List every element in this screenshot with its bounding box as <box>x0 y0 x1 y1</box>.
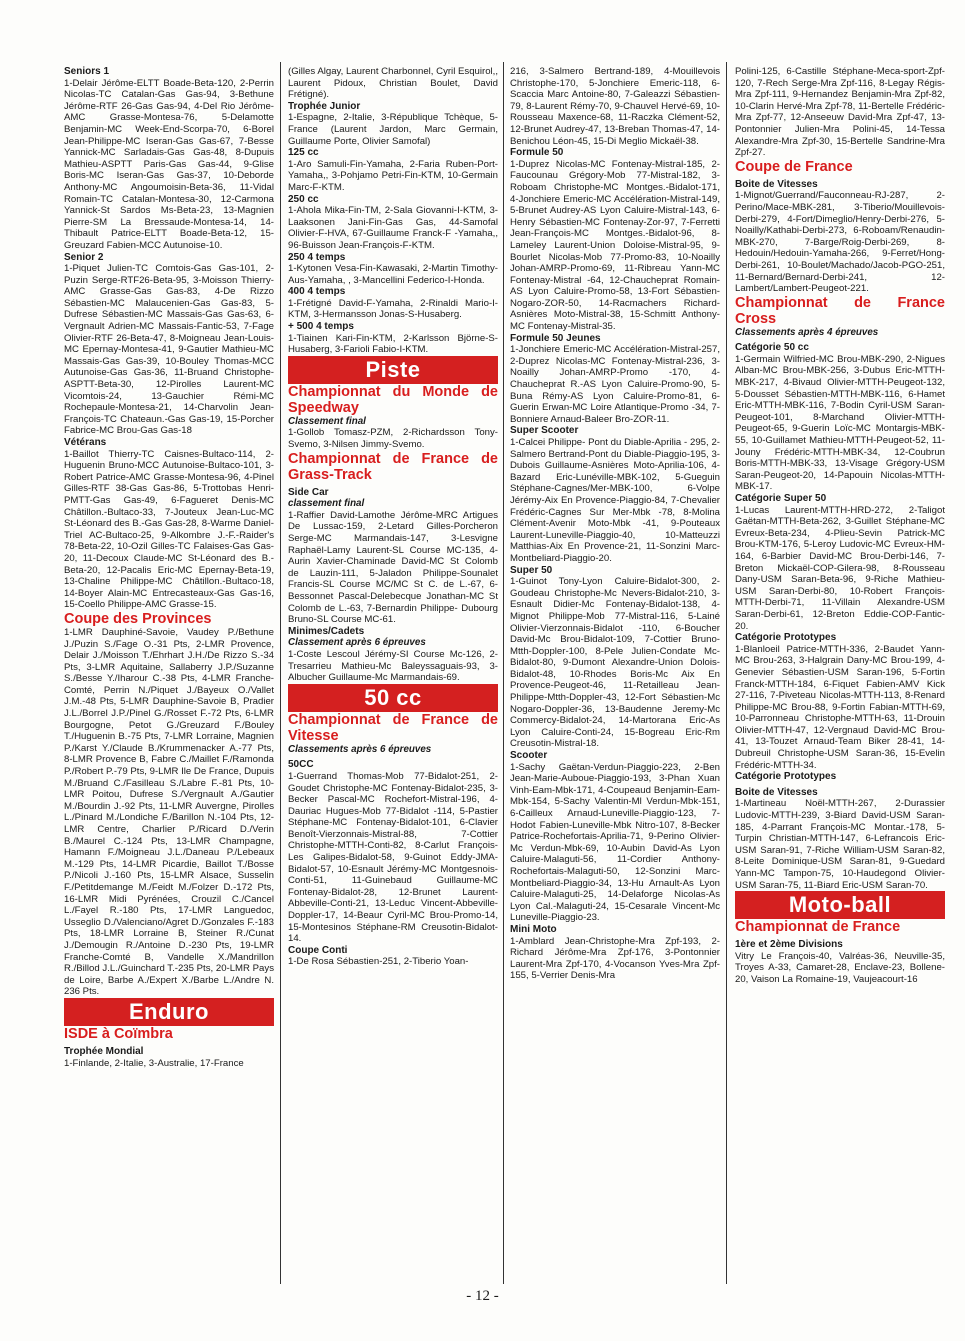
section-heading: Vétérans <box>64 437 107 448</box>
section-heading: Minimes/Cadets <box>288 625 365 637</box>
column-divider <box>726 62 727 1284</box>
column-3 <box>510 62 720 1280</box>
section-heading: Side Car <box>288 486 329 498</box>
results-text: 1-Espagne, 2-Italie, 3-République Tchèque, 5-France (Laurent Jardon, Marc Germain, Guillaume Porte, Olivier Samofal) <box>288 112 498 147</box>
results-text: 1-Piquet Julien-TC Comtois-Gas Gas-101, 2-Puzin Serge-RTF26-Beta-95, 3-Moisson Thierry-AMC Grasse-Gas Gas-83, 4-De Rizzo Sébastien-MC Malaucenien-Gas Gas-83, 5-Dufrese Sébastien-MC Massais-Gas Gas-63, 6-Vergnault Adrien-MC Massais-Fantic-53, 7-Fage Olivier-RTF 26-Beta-47, 8-Moigneau Jean-Louis-MC Epernay-Montesa-41, 9-Gautier Mathieu-MC Massais-Gas Gas-39, 10-Bouley Thomas-MCC Autunoise-Gas Gas-36, 11-Bruand Christophe-ASPTT-Beta-30, 12-Pirolles Laurent-MC Vicomtois-24, 13-Gauchier Rémi-MC Rochepaule-Montesa-21, 14-Charvolin Jean-François-TC Chateaun.-Gas Gas-19, 15-Porcher Fabrice-MC Brou-Gas Gas-18 <box>64 263 274 437</box>
section-heading: 250 4 temps <box>288 251 346 263</box>
column-4 <box>735 62 945 1280</box>
section-heading: + 500 4 temps <box>288 321 354 333</box>
section-heading: Mini Moto <box>510 923 557 935</box>
section-heading: Catégorie Prototypes <box>735 632 837 644</box>
category-banner-enduro: Enduro <box>64 998 274 1026</box>
results-text: 1-Tiainen Kari-Fin-KTM, 2-Karlsson Björne-S-Husaberg, 3-Farioli Fabio-I-KTM. <box>288 332 498 356</box>
section-heading: Catégorie Super 50 <box>735 493 827 504</box>
results-text: 1-LMR Dauphiné-Savoie, Vaudey P./Bethune J./Puzin S./Fage O.-31 Pts, 2-LMR Provence, Delair J./Moisson T./Ehrhart J.H./De Rizzo S.-34 Pts, 3-LMR Aquitaine, Sallaberry J.P./Suzanne S./Besse Y./Iharour C.-38 Pts, 4-LMR Franche-Comté, Perrin N./Piquet J./Bayeux O./Vallet J.M.-48 Pts, 5-LMR Dauphine-Savoie B, Pradier J.L./Borrel J.P./Pinel G./Rosset F.-72 Pts, 6-LMR Bourgogne, Petot G./Greuzard F./Bouley T./Huguenin B.-75 Pts, 7-LMR Lorraine, Magnien P./Karst Y./Claude B./Krummenacker A.-77 Pts, 8-LMR Provence B, Fabre C./Maillet F./Ramonda P./Robert P.-79 Pts, 9-LMR Ile De France, Dupuis M./Bruand C./Fasilleau S./Labre F.-81 Pts, 10-LMR Poitou, Dufrese S./Vergnault A./Gautier M./Bourdin J.-92 Pts, 11-LMR Auvergne, Pirolles L./Pinard M./Londiche F./Barillon N.-104 Pts, 12-LMR Centre, Charlier P./Ricard D./Verin B./Maurel C.-124 Pts, 13-LMR Champagne, Hamann F./Moigneau J.L./Daneau P./Lebeaux M.-129 Pts, 14-LMR Picardie, Baillot T./Bosse P./Nicoli J.-160 Pts, 15-LMR Alsace, Susselin F./Petitdemange M./Feidt M./Folzer D.-172 Pts, 16-LMR Midi Pyrénées, Crouzil C./Cancel L./Fayel R.-180 Pts, 17-LMR Languedoc, Usseglio D./Valenciano/Agret D./Gonzales F.-183 Pts, 18-LMR Lorraine B, Steiner R./Cunat J./Demougin R./Antoine D.-230 Pts, 19-LMR Franche-Comté B, Vandelle X./Mandrillon R./Billod J.L./Guinchard T.-235 Pts, 20-LMR Pays de Loire, Barbe A./Expert X./Barbe L./Andre N. 236 Pts. <box>64 626 274 998</box>
section-heading: Boite de Vitesses <box>735 178 818 190</box>
results-text: 1-De Rosa Sébastien-251, 2-Tiberio Yoan- <box>288 956 469 968</box>
column-divider <box>280 62 281 1284</box>
section-heading: Trophée Mondial <box>64 1045 144 1057</box>
results-text: (Gilles Algay, Laurent Charbonnel, Cyril Esquirol,, Laurent Pidoux, Christian Boulet, David Frétigné). <box>288 66 498 101</box>
section-heading: 1ère et 2ème Divisions <box>735 939 843 951</box>
results-text: 1-Martineau Noël-MTTH-267, 2-Durassier Ludovic-MTTH-239, 3-Biard David-USM Saran-185, 4-Parrant François-MC Montar.-178, 5-Turpin Christian-MTTH-147, 6-Lefrancois Eric-USM Saran-91, 7-Riche William-USM Saran-82, 8-Leite Dominique-USM Saran-81, 9-Guedard Yann-MC Tampon-75, 10-Haudegond Olivier-USM Saran-75, 11-Biard Eric-USM Saran-70. <box>735 798 945 891</box>
results-text: 216, 3-Salmero Bertrand-189, 4-Mouillevois Christophe-170, 5-Jonchiere Emeric-118, 6-Scaccia Marc Antoine-80, 7-Galeazzi Sébastien-79, 8-Laurent Rémy-70, 9-Chauvel Hervé-69, 10-Rousseau Maxence-68, 11-Raczka Clément-52, 12-Brunet Audrey-47, 13-Breban Thomas-47, 14-Benichou Léon-45, 15-Di Meglio Mickaël-38. <box>510 66 720 147</box>
results-text: 1-Ahola Mika-Fin-TM, 2-Sala Giovanni-I-KTM, 3-Laaksonen Jani-Fin-Gas Gas, 44-Samofal Olivier-F-HVA, 67-Guillaume Franck-F -Yamaha,, 96-Buisson Jean-François-F-KTM. <box>288 205 498 251</box>
column-2 <box>288 62 498 1280</box>
page-number: - 12 - <box>466 1288 499 1304</box>
subheading: Classement après 6 épreuves <box>288 637 426 649</box>
results-text: 1-Calcei Philippe- Pont du Diable-Aprilia - 295, 2-Salmero Bertrand-Pont du Diable-Piaggio-195, 3-Dubois Guillaume-Asnières Moto-Aprilia-106, 4-Bazard Eric-Lunéville-MBK-102, 5-Gueguin Stéphane-Cagnes/Mer-MBK-100, 6-Volpe Jérémy-Aix En Provence-Piaggio-84, 7-Chevalier Frédéric-Cagnes Sur Mer-Mbk -78, 8-Molina Clément-Avenir Moto-Mbk -41, 9-Pouteaux Laurent-Luneville-Piaggio-40, 10-Matteuzzi Matthias-Aix En Provence-21, 11-Sonzini Marc-Montbeliard-Piaggio-20. <box>510 437 720 564</box>
results-text: 1-Germain Wilfried-MC Brou-MBK-290, 2-Nigues Alban-MC Brou-MBK-256, 3-Dubus Eric-MTTH-MBK-217, 4-Bivaud Olivier-MTTH-Peugeot-132, 5-Dousset Sébastien-MTTH-MBK-116, 6-Hamet Eric-MTTH-MBK-116, 7-Bodin Cyril-USM Saran-Peugeot-101, 8-Marchand Olivier-MTTH-Peugeot-65, 9-Guerin Loïc-MC Montargis-MBK-55, 10-Guillamet Mathieu-MTTH-Peugeot-52, 11-Jouny Frédéric-MTTH-MBK-34, 12-Coubrun Boris-MTTH-MBK-33, 13-Visage Grégory-USM Saran-Peugeot-20, 14-Papouin Nicolas-MTTH-MBK-17. <box>735 353 945 493</box>
results-text: 1-Frétigné David-F-Yamaha, 2-Rinaldi Mario-I-KTM, 3-Hermansson Jonas-S-Husaberg. <box>288 297 498 321</box>
subheading: Classements après 4 épreuves <box>735 326 879 338</box>
section-heading: Formule 50 <box>510 147 564 159</box>
results-text: 1-Gollob Tomasz-PZM, 2-Richardsson Tony-Svemo, 3-Nilsen Jimmy-Svemo. <box>288 427 498 451</box>
article-title: Championnat de France Cross <box>735 294 945 327</box>
results-text: 1-Duprez Nicolas-MC Fontenay-Mistral-185, 2-Faucounau Grégory-Mob 77-Mistral-182, 3-Roboam Christophe-MC Montges.-Bidalot-171, 4-Jonchiere Emeric-MC Accélération-Mistral-149, 5-Brunet Audrey-AS Lyon Caluire-Mistral-143, 6-Henry Sébastien-MC Fontenay-Zor-97, 7-Ferretti Jean-François-MC Montges.-Bidalot-96, 8-Lameley Laurent-Union Doloise-Mistral-95, 9-Bourlet Nicolas-Mob 77-Promo-83, 10-Noailly Johan-AMRP-Promo-69, 11-Ribreau Yann-MC Fontenay-Mistral -64, 12-Chaucheprat Romain-AS Lyon Caluire-Promo-58, 13-Fort Sébastien-Nogaro-ZOR-50, 14-Racmachers Richard-Asnières Moto-Mistral-38, 15-Schmitt Anthony-MC Fontenay-Mistral-35. <box>510 158 720 333</box>
results-text: 1-Kytonen Vesa-Fin-Kawasaki, 2-Martin Timothy-Aus-Yamaha, , 3-Mancellini Federico-I-Honda. <box>288 263 498 286</box>
section-heading: 400 4 temps <box>288 286 346 298</box>
results-text: 1-Jonchiere Emeric-MC Accélération-Mistral-257, 2-Duprez Nicolas-MC Fontenay-Mistral-236, 3-Noailly Johan-AMRP-Promo -170, 4-Chaucheprat R.-AS Lyon Caluire-Promo-90, 5-Buna Rémy-AS Lyon Caluire-Promo-81, 6-Guerin Erwan-MC Loire Atlantique-Promo -34, 7-Bonniere Arnaud-Baleer Bro-ZOR-11. <box>510 344 720 425</box>
results-text: 1-Lucas Laurent-MTTH-HRD-272, 2-Taligot Gaëtan-MTTH-Beta-262, 3-Guillet Stéphane-MC Evreux-Beta-234, 4-Plieu-Sevin Patrick-MC Brou-KTM-176, 5-Leroy Ludovic-MC Evreux-HM-164, 6-Barbier David-MC Brou-Derbi-146, 7-Breton Mickaël-COP-Gilera-98, 8-Rousseau Dany-USM Saran-Beta-96, 9-Riche Mathieu-USM Saran-Derbi-80, 10-Robert François-MTTH-Derbi-71, 11-Villain Alexandre-USM Saran-Derbi-61, 12-Breton Eddie-COP-Fantic-20. <box>735 504 945 632</box>
subheading: Classements après 6 épreuves <box>288 743 432 755</box>
section-heading: Boite de Vitesses <box>735 786 818 798</box>
results-text: 1-Aro Samuli-Fin-Yamaha, 2-Faria Ruben-Port-Yamaha,, 3-Pohjamo Petri-Fin-KTM, 10-Germain Marc-F-KTM. <box>288 158 498 193</box>
subheading: Classement final <box>288 415 366 427</box>
subheading: classement final <box>288 498 365 510</box>
article-title: Championnat du Monde de Speedway <box>288 383 498 416</box>
article-title: Championnat de France <box>735 919 901 936</box>
results-text: 1-Guerrand Thomas-Mob 77-Bidalot-251, 2-Goudet Christophe-MC Fontenay-Bidalot-235, 3-Becker Pascal-MC Rochefort-Mistral-196, 4-Dauriac Hugues-Mob 77-Bidalot -114, 5-Pastier Stéphane-MC Fontenay-Bidalot-101, 6-Clavier Benoît-Vierzonnais-Mistral-88, 7-Cottier Christophe-MTTH-Conti-82, 8-Carlut François-Les Galipes-Bidalot-58, 9-Guinot Eddy-JMA-Bidalot-57, 10-Esnault Jérémy-MC Montgesnois-Conti-51, 11-Guinebaud Guillaume-MC Fontenay-Bidalot-28, 12-Brunet Laurent-Abbeville-Conti-21, 13-Leduc Vincent-Abbeville-Doppler-17, 14-Beaur Cyril-MC Brou-Promo-14, 15-Montesinos Stéphane-RM Creusotin-Bidalot-14. <box>288 770 498 945</box>
results-text: 1-Mignot/Guerrand/Fauconneau-RJ-287, 2-Perino/Mace-MBK-281, 3-Tiberio/Mouillevois-Derbi-279, 4-Fort/Dimeglio/Henry-Derbi-276, 5-Noailly/Kathabi-Derbi-273, 6-Roboam/Renaudin-MBK-270, 7-Barge/Roig-Derbi-269, 8-Hedouin/Hedouin-Yamaha-266, 9-Ferret/Hong-Derbi-261, 10-Boulet/Machado/Jacob-PGO-251, 11-Bernard/Bernard-Derbi-241, 12-Lambert/Lambert-Peugeot-221. <box>735 190 945 295</box>
column-divider <box>503 62 504 1284</box>
section-heading: Coupe Conti <box>288 944 348 956</box>
article-title: Championnat de France de Vitesse <box>288 711 498 744</box>
results-text: 1-Blanloeil Patrice-MTTH-336, 2-Baudet Yann-MC Brou-263, 3-Halgrain Dany-MC Brou-199, 4-Genevier Sébastien-USM Saran-196, 5-Fortin Franck-MTTH-184, 6-Fiquet Fabien-AMV Kick 27-116, 7-Piveteau Nicolas-MTTH-113, 8-Renard Philippe-MC Brou-88, 9-Fortin Fabian-MTTH-69, 10-Parronneau Christophe-MTTH-63, 11-Drouin Olivier-MTTH-47, 12-Vergnaud David-MC Brou-41, 13-Touzet Arnaud-Team Biker 28-41, 14-Dubreuil Christophe-USM Saran-36, 15-Evelin Frédéric-MTTH-34. <box>735 643 945 771</box>
section-heading: 250 cc <box>288 193 319 205</box>
article-title: ISDE à Coïmbra <box>64 1025 173 1042</box>
article-title: Coupe de France <box>735 158 853 175</box>
results-text: 1-Amblard Jean-Christophe-Mra Zpf-193, 2-Richard Jérôme-Mra Zpf-176, 3-Pontonnier Laurent-Mra Zpf-170, 4-Vocanson Yves-Mra Zpf-155, 5-Verrier Denis-Mra <box>510 935 720 982</box>
results-text: 1-Delair Jérôme-ELTT Boade-Beta-120, 2-Perrin Nicolas-TC Catalan-Gas Gas-94, 3-Bethune Jérôme-RTF 26-Gas Gas-94, 4-Del Rio Jérôme-AMC Grasse-Montesa-76, 5-Delamotte Benjamin-MC Week-End-Scorpa-70, 6-Borel Jean-Philippe-MC Iseran-Gas Gas-67, 7-Besse Yannick-MC Sarladais-Gas Gas-48, 8-Dupuis Mathieu-ASPTT Paris-Gas Gas-44, 9-Glise Boris-MC Iseran-Gas Gas-37, 10-Deborde Anthony-MC Angoumoisin-Beta-36, 11-Vidal Romain-TC Catalan-Montesa-30, 12-Carmona Yannick-St Sardos Ms-Beta-23, 13-Magnien Pierre-SM La Bressaude-Montesa-14, 14-Thibault Patrice-ELTT Boade-Beta-12, 15-Greuzard Fabien-MCC Autunoise-10. <box>64 77 274 251</box>
section-heading: Catégorie 50 cc <box>735 342 809 354</box>
results-text: 1-Guinot Tony-Lyon Caluire-Bidalot-300, 2-Goudeau Christophe-Mc Nevers-Bidalot-210, 3-Esnault Didier-Mc Fontenay-Bidalot-138, 4-Mignot Philippe-Mob 77-Mistral-116, 5-Lainé Olivier-Vierzonnais-Bidalot -110, 6-Boucher David-Mc Brou-Bidalot-109, 7-Cottier Bruno-Mtth-Doppler-100, 8-Pele Julien-Condate Mc-Bidalot-80, 9-Dumont Alexandre-Union Dolois-Bidalot-48, 10-Rhodes Boris-Mc Aix En Provence-Peugeot-46, 11-Retailleau Jean-Philippe-Mtth-Doppler-43, 12-Fort Sébastien-Mc Nogaro-Doppler-36, 13-Baudenne Jeremy-Mc Commercy-Bidalot-24, 14-Martorana Eric-As Lyon Caluire-Conti-24, 15-Bogreau Eric-Rm Creusotin-Mistral-18. <box>510 576 720 750</box>
category-banner-piste: Piste <box>288 356 498 384</box>
section-heading: Senior 2 <box>64 251 104 263</box>
column-1 <box>64 62 274 1280</box>
section-heading: 50CC <box>288 759 314 771</box>
article-title: Championnat de France de Grass-Track <box>288 450 498 483</box>
results-text: 1-Raffier David-Lamothe Jérôme-MRC Artigues De Lussac-159, 2-Letard Gilles-Porcheron Serge-MC Marmandais-147, 3-Lesvigne Raphaël-Lamy Laurent-SL Course MC-135, 4-Aurin Xavier-Chaminade David-MC St Colomb de Lauzin-111, 5-Jaladon Philippe-Sounalet Francis-SL Course MC/MC St C. de L.-67, 6-Bessonnet Pascal-Delebecque Jonathan-MC St Colomb de L.-63, 7-Bernardin Philippe- Dubourg Bruno-SL Course MC-61. <box>288 509 498 626</box>
section-heading: Seniors 1 <box>64 66 110 77</box>
category-banner-50cc: 50 cc <box>288 684 498 712</box>
article-title: Coupe des Provinces <box>64 610 212 627</box>
section-heading: Super Scooter <box>510 425 579 437</box>
section-heading: Trophée Junior <box>288 100 361 112</box>
results-text: 1-Coste Lescoul Jérémy-SI Course Mc-126, 2-Tresarrieu Mathieu-Mc Baleyssaguais-93, 3-Albucher Guillaume-Mc Marmandais-69. <box>288 648 498 684</box>
section-heading: Scooter <box>510 750 548 762</box>
section-heading: Super 50 <box>510 564 553 576</box>
results-text: Polini-125, 6-Castille Stéphane-Meca-sport-Zpf-120, 7-Rech Serge-Mra Zpf-116, 8-Legay Régis-Mra Zpf-111, 9-Hernandez Benjamin-Mra Zpf-82, 10-Clarin Hervé-Mra Zpf-78, 11-Bertelle Frédéric-Mra Zpf-77, 12-Anseeuw David-Mra Zpf-47, 13-Pontonnier Julien-Mra Polini-45, 14-Tessa Alexandre-Mra Zpf-30, 15-Bertelle Sandrine-Mra Zpf-27. <box>735 66 945 159</box>
category-banner-motoball: Moto-ball <box>735 891 945 919</box>
results-text: 1-Finlande, 2-Italie, 3-Australie, 17-France <box>64 1057 244 1069</box>
section-heading: 125 cc <box>288 147 319 159</box>
section-heading: Catégorie Prototypes <box>735 771 837 783</box>
results-text: 1-Sachy Gaëtan-Verdun-Piaggio-223, 2-Ben Jean-Marie-Auboue-Piaggio-193, 3-Phan Xuan Vinh-Eam-Mbk-171, 4-Coupeaud Benjamin-Eam-Mbk-154, 5-Sachy Valentin-Ml Verdun-Mbk-151, 6-Cailleux Arnaud-Luneville-Piaggio-123, 7-Hodot Fabien-Luneville-Mbk Nitro-107, 8-Becker Patrice-Rochefortais-Aprilia-71, 9-Perino Olivier-Mc Verdun-Mbk-69, 10-Aubin David-As Lyon Caluire-Malaguti-56, 11-Cordier Anthony-Rochefortais-Malaguti-50, 12-Sonzini Marc-Montbeliard-Piaggio-34, 13-Hu Arnault-As Lyon Caluire-Malaguti-25, 14-Delaforge Nicolas-As Lyon Cal.-Malaguti-24, 15-Cesarale Vincent-Mc Luneville-Piaggio-23. <box>510 761 720 924</box>
results-text: 1-Baillot Thierry-TC Caisnes-Bultaco-114, 2-Huguenin Bruno-MCC Autunoise-Bultaco-101, 3-Robert Patrice-AMC Grasse-Montesa-96, 4-Pinel Gilles-RTF 38-Gas Gas-86, 5-Trottobas Henri-PMTT-Gas Gas-49, 6-Fagueret Denis-MC Châtillon.-Bultaco-33, 7-Jouteux Jean-Luc-MC St-Léonard des B.-Gas Gas-28, 8-Warme Daniel-Triel AC-Bultaco-25, 9-Alkombre J.-F.-Raider's 78-Beta-22, 10-Ozil Gilles-TC Falaises-Gas Gas-20, 11-Decoux Claude-MC St-Léonard des B.-Beta-20, 12-Pacalis Eric-MC Epernay-Beta-19, 13-Chaline Philippe-MC Châtillon.-Bultaco-18, 14-Boyer Alain-MC Entrecasteaux-Gas Gas-16, 15-Coello Philippe-AMC Grasse-15. <box>64 448 274 611</box>
section-heading: Formule 50 Jeunes <box>510 332 601 344</box>
results-text: Vitry Le François-40, Valréas-36, Neuville-35, Troyes A-33, Camaret-28, Enclave-23, Bollene-20, Vaison La Romaine-19, Vaujeacourt-16 <box>735 950 945 985</box>
